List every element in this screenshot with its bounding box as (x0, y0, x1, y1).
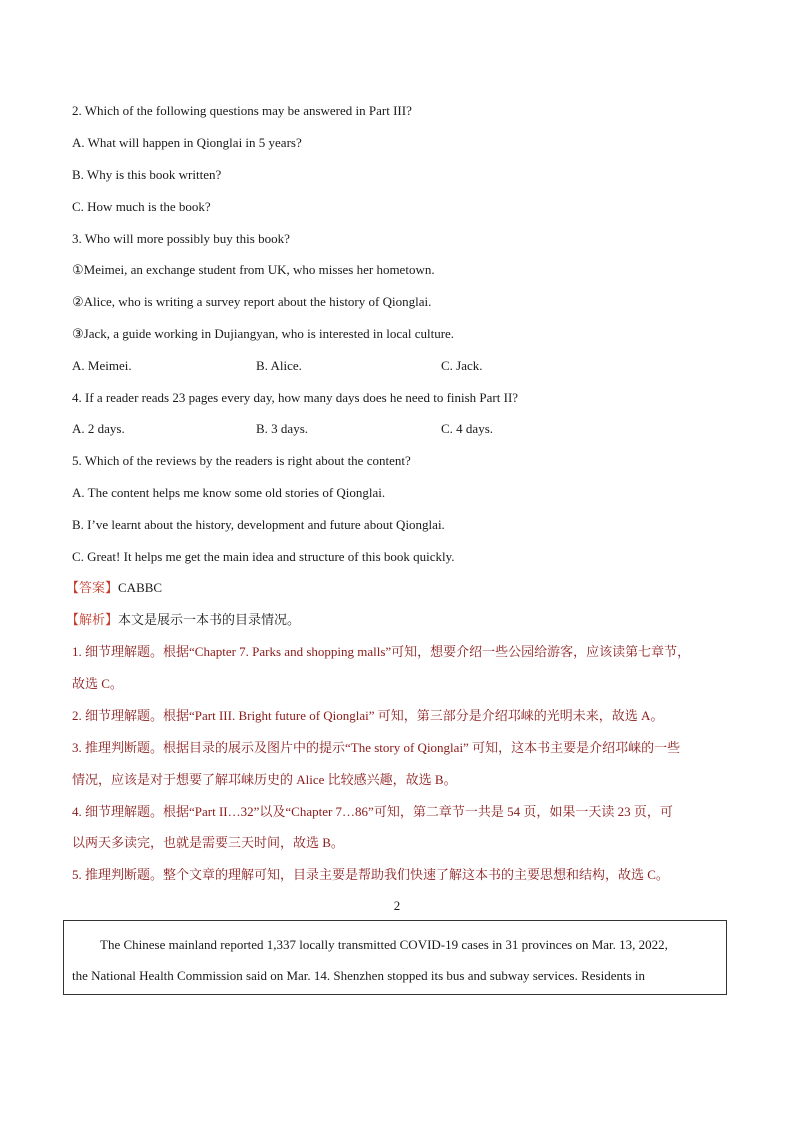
analysis-item-1: 1. 细节理解题。根据“Chapter 7. Parks and shopping malls”可知，想要介绍一些公园给游客，应该读第七章节， (72, 644, 691, 659)
q3-option-a: A. Meimei. (72, 358, 132, 373)
q3-item-1: ①Meimei, an exchange student from UK, who misses her hometown. (72, 262, 435, 277)
q3-option-b: B. Alice. (256, 358, 302, 373)
analysis-intro: 本文是展示一本书的目录情况。 (118, 612, 301, 627)
q3-item-2: ②Alice, who is writing a survey report about the history of Qionglai. (72, 294, 432, 309)
q3-options-row (72, 358, 722, 374)
q4-option-b: B. 3 days. (256, 421, 308, 436)
passage-box (63, 920, 727, 995)
analysis-item-3-cont: 情况，应该是对于想要了解邛崃历史的 Alice 比较感兴趣，故选 B。 (72, 772, 457, 787)
q4-option-c: C. 4 days. (441, 421, 493, 436)
q3-option-c: C. Jack. (441, 358, 483, 373)
q2-option-b: B. Why is this book written? (72, 167, 222, 182)
analysis-line (66, 612, 300, 628)
question-4: 4. If a reader reads 23 pages every day, how many days does he need to finish Part II? (72, 390, 519, 405)
q3-item-3: ③Jack, a guide working in Dujiangyan, who is interested in local culture. (72, 326, 455, 341)
q4-option-a: A. 2 days. (72, 421, 125, 436)
answer-text: CABBC (118, 580, 163, 595)
analysis-item-4-cont: 以两天多读完，也就是需要三天时间，故选 B。 (72, 835, 344, 850)
question-5: 5. Which of the reviews by the readers is right about the content? (72, 453, 411, 468)
question-3: 3. Who will more possibly buy this book? (72, 231, 290, 246)
answer-line (66, 580, 162, 596)
analysis-item-1-cont: 故选 C。 (72, 676, 123, 691)
answer-tag: 【答案】 (66, 580, 119, 595)
analysis-item-2: 2. 细节理解题。根据“Part III. Bright future of Qionglai” 可知，第三部分是介绍邛崃的光明未来，故选 A。 (72, 708, 664, 723)
passage-line-1: The Chinese mainland reported 1,337 locally transmitted COVID-19 cases in 31 provinces on Mar. 13, 2022, (100, 937, 668, 952)
analysis-tag: 【解析】 (66, 612, 119, 627)
analysis-item-3: 3. 推理判断题。根据目录的展示及图片中的提示“The story of Qionglai” 可知，这本书主要是介绍邛崃的一些 (72, 740, 681, 755)
q5-option-c: C. Great! It helps me get the main idea and structure of this book quickly. (72, 549, 455, 564)
q2-option-c: C. How much is the book? (72, 199, 211, 214)
q4-options-row (72, 421, 722, 437)
passage-line-2: the National Health Commission said on Mar. 14. Shenzhen stopped its bus and subway services. Residents in (72, 968, 646, 983)
q5-option-a: A. The content helps me know some old stories of Qionglai. (72, 485, 386, 500)
q2-option-a: A. What will happen in Qionglai in 5 years? (72, 135, 302, 150)
analysis-item-4: 4. 细节理解题。根据“Part II…32”以及“Chapter 7…86”可知，第二章节一共是 54 页，如果一天读 23 页，可 (72, 804, 673, 819)
question-2: 2. Which of the following questions may be answered in Part III? (72, 103, 412, 118)
analysis-item-5: 5. 推理判断题。整个文章的理解可知，目录主要是帮助我们快速了解这本书的主要思想和结构，故选 C。 (72, 867, 669, 882)
q5-option-b: B. I’ve learnt about the history, development and future about Qionglai. (72, 517, 445, 532)
page-number: 2 (393, 898, 401, 913)
